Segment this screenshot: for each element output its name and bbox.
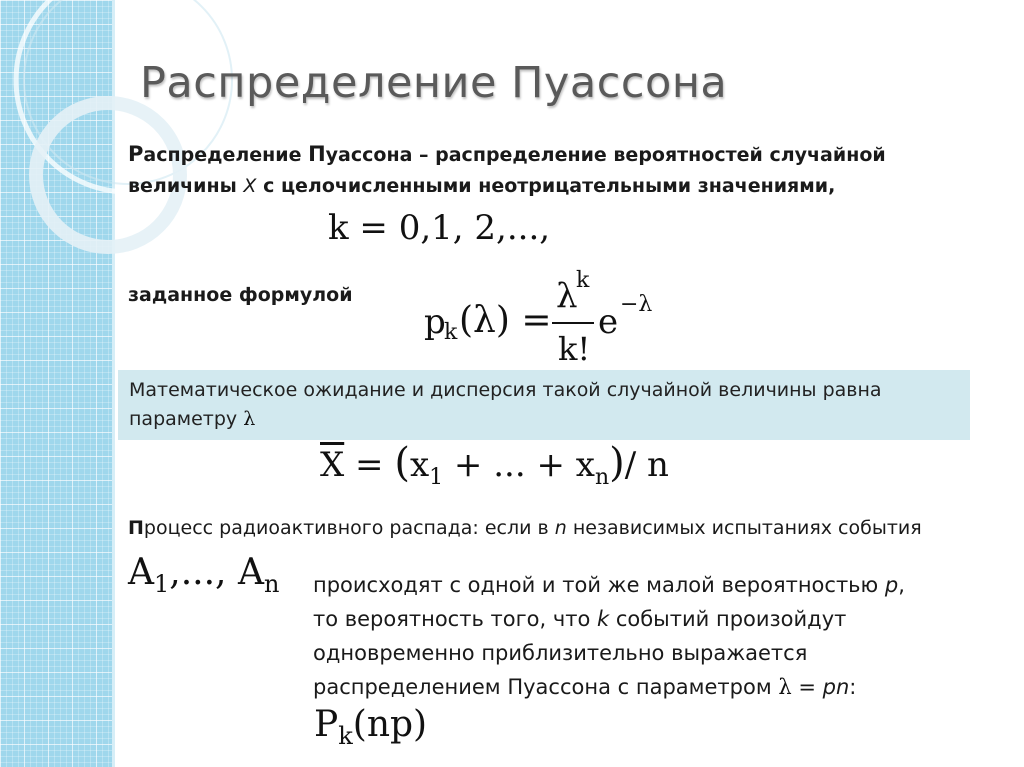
result-sub-k: k	[338, 722, 353, 751]
events-sub-1: 1	[154, 570, 170, 599]
mean-sub-1: 1	[429, 464, 444, 490]
definition-lead-letter-p: П	[308, 142, 326, 166]
lambda-symbol: λ	[243, 408, 256, 430]
formula-denominator: k!	[558, 330, 591, 368]
result-formula	[314, 704, 427, 750]
events-a1: A	[128, 552, 154, 593]
description-p: p	[884, 573, 899, 597]
mean-x1: x	[409, 445, 430, 485]
definition-line-2-b: с целочисленными неотрицательными значениями,	[256, 175, 836, 197]
definition-word-1: аспределение	[143, 144, 309, 166]
process-text-a: роцесс радиоактивного распада: если в	[143, 517, 555, 539]
slide-title: Распределение Пуассона	[140, 58, 728, 108]
variable-x: X	[243, 175, 257, 197]
poisson-formula	[424, 268, 664, 368]
description-pn: pn	[822, 675, 850, 699]
description-comma: ,	[898, 573, 905, 597]
description-line-1	[313, 568, 905, 602]
formula-fraction-bar	[552, 322, 594, 324]
description-lambda: λ	[778, 675, 792, 699]
mean-sub-n: n	[594, 464, 610, 490]
highlight-line-1: Математическое ожидание и дисперсия такой случайной величины равна	[129, 379, 882, 401]
k-values-formula: k = 0,1, 2,...,	[328, 208, 551, 248]
mean-close-paren: )	[609, 440, 625, 486]
mean-xbar: $\overline{X}$	[320, 445, 345, 485]
definition-word-2: уассона	[325, 144, 413, 166]
description-line-2	[313, 602, 905, 636]
events-formula	[128, 552, 279, 598]
result-p: P	[314, 704, 339, 745]
definition-line-2-a: величины	[128, 175, 244, 197]
mean-mid: + ... + x	[443, 445, 595, 485]
formula-exp-power: −λ	[620, 292, 653, 317]
definition-lead-letter-r: Р	[128, 142, 144, 166]
formula-arg: (λ) =	[459, 300, 552, 341]
process-text-b: независимых испытаниях события	[566, 517, 922, 539]
highlight-line-2-text: параметру	[129, 408, 244, 430]
description-block	[313, 568, 905, 704]
formula-numerator-lambda: λ	[556, 276, 578, 316]
events-mid: ,..., A	[169, 552, 264, 593]
formula-p: p	[424, 302, 446, 342]
description-eq: =	[791, 675, 823, 699]
highlight-line-2	[129, 405, 964, 434]
description-colon: :	[849, 675, 857, 699]
formula-sub-k: k	[444, 320, 458, 345]
description-line-3: одновременно приблизительно выражается	[313, 641, 808, 665]
process-line	[128, 513, 922, 543]
formula-exp-base: e	[598, 302, 619, 342]
formula-numerator-exp: k	[576, 268, 590, 293]
given-by-label: заданное формулой	[128, 284, 353, 306]
description-line-2-a: то вероятность того, что	[313, 607, 597, 631]
events-sub-n: n	[263, 570, 280, 599]
mean-open-paren: (	[394, 440, 410, 486]
mean-formula	[320, 440, 669, 490]
mean-div: / n	[624, 445, 669, 485]
description-k: k	[596, 607, 610, 631]
process-lead-letter: П	[128, 517, 144, 539]
result-arg: (np)	[352, 704, 428, 745]
definition-line-1	[128, 139, 886, 170]
description-line-2-b: событий произойдут	[609, 607, 847, 631]
definition-line-1-rest: – распределение вероятностей случайной	[412, 144, 886, 166]
description-line-4-a: распределением Пуассона с параметром	[313, 675, 779, 699]
mean-eq: =	[344, 445, 395, 485]
highlight-text	[129, 376, 964, 434]
definition-line-2	[128, 171, 835, 201]
process-n: n	[554, 517, 567, 539]
description-line-4	[313, 670, 905, 704]
description-line-1-text: происходят с одной и той же малой вероятностью	[313, 573, 885, 597]
